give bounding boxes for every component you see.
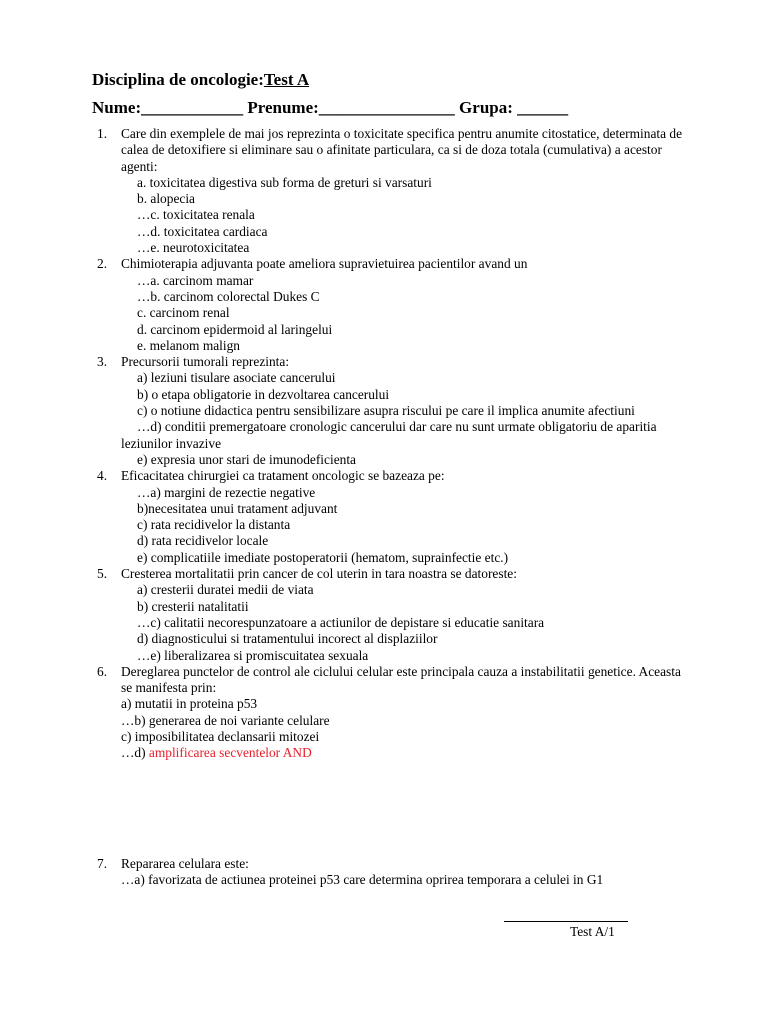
option: …c. toxicitatea renala (137, 207, 255, 223)
page-footer: Test A/1 (570, 924, 615, 939)
option: c. carcinom renal (137, 305, 230, 321)
questions-list (97, 126, 687, 888)
question-text: Eficacitatea chirurgiei ca tratament oncologic se bazeaza pe: (121, 468, 445, 484)
question-4 (97, 468, 687, 566)
question-number: 2. (97, 256, 108, 272)
question-number: 5. (97, 566, 108, 582)
question-text: Dereglarea punctelor de control ale ciclului celular este principala cauza a instabilitatii genetice. Aceasta se manifesta prin: (121, 663, 681, 696)
option: …a. carcinom mamar (137, 272, 254, 288)
highlighted-option-text: amplificarea secventelor AND (148, 745, 312, 761)
question-2 (97, 256, 687, 354)
option: …c) calitatii necorespunzatoare a actiunilor de depistare si educatie sanitara (137, 614, 545, 630)
question-7 (97, 856, 687, 889)
option: …a) favorizata de actiunea proteinei p53 care determina oprirea temporara a celulei in G1 (121, 871, 604, 887)
option: …d. toxicitatea cardiaca (137, 223, 268, 239)
question-5 (97, 566, 687, 664)
option: e. melanom malign (137, 337, 241, 353)
option: d) rata recidivelor locale (137, 533, 269, 549)
question-number: 1. (97, 126, 108, 141)
question-1 (97, 126, 687, 256)
option: …b) generarea de noi variante celulare (121, 712, 330, 728)
option: c) imposibilitatea declansarii mitozei (121, 728, 320, 744)
option: …e. neurotoxicitatea (137, 240, 250, 256)
option: d) diagnosticului si tratamentului incorect al displaziilor (137, 631, 438, 647)
option: e) expresia unor stari de imunodeficienta (137, 451, 356, 467)
option: c) rata recidivelor la distanta (137, 517, 291, 533)
option: d. carcinom epidermoid al laringelui (137, 321, 333, 337)
option: a) leziuni tisulare asociate cancerului (137, 370, 336, 386)
option: b) cresterii natalitatii (137, 598, 249, 614)
option: a) cresterii duratei medii de viata (137, 582, 314, 598)
option: …e) liberalizarea si promiscuitatea sexuala (137, 647, 369, 663)
option-prefix: …d) (121, 745, 149, 761)
question-number: 4. (97, 468, 108, 484)
question-text: Repararea celulara este: (121, 855, 249, 871)
question-text: Cresterea mortalitatii prin cancer de col uterin in tara noastra se datoreste: (121, 566, 517, 582)
option: a) mutatii in proteina p53 (121, 696, 258, 712)
option: b)necesitatea unui tratament adjuvant (137, 500, 338, 516)
option: …a) margini de rezectie negative (137, 484, 316, 500)
option: b. alopecia (137, 191, 195, 207)
document-title (92, 70, 309, 90)
question-text: Care din exemplele de mai jos reprezinta o toxicitate specifica pentru anumite citostatice, determinata de calea de detoxifiere si eliminare sau o afinitate particulara, ca si de doza totala (cumulativa) a acestor agenti: (121, 126, 683, 174)
question-number: 7. (97, 855, 108, 871)
question-number: 3. (97, 354, 108, 370)
question-text: Chimioterapia adjuvanta poate ameliora supravietuirea pacientilor avand un (121, 256, 528, 272)
question-3 (97, 354, 687, 468)
question-6 (97, 664, 687, 762)
question-number: 6. (97, 663, 108, 679)
student-info-line: Nume:____________ Prenume:________________ Grupa: ______ (92, 98, 569, 117)
option: c) o notiune didactica pentru sensibilizare asupra riscului pe care il implica anumite afectiuni (137, 403, 635, 419)
option: a. toxicitatea digestiva sub forma de greturi si varsaturi (137, 174, 432, 190)
option: e) complicatiile imediate postoperatorii (hematom, suprainfectie etc.) (137, 549, 509, 565)
option: …b. carcinom colorectal Dukes C (137, 288, 320, 304)
blank-space (97, 762, 687, 856)
option: …d) conditii premergatoare cronologic cancerului dar care nu sunt urmate obligatoriu de aparitia leziunilor invazive (121, 419, 657, 451)
option: b) o etapa obligatorie in dezvoltarea cancerului (137, 386, 390, 402)
option (121, 745, 687, 761)
title-discipline: Disciplina de oncologie: (92, 70, 264, 89)
footer-rule (504, 921, 628, 922)
title-test: Test A (263, 70, 310, 89)
question-text: Precursorii tumorali reprezinta: (121, 354, 290, 370)
